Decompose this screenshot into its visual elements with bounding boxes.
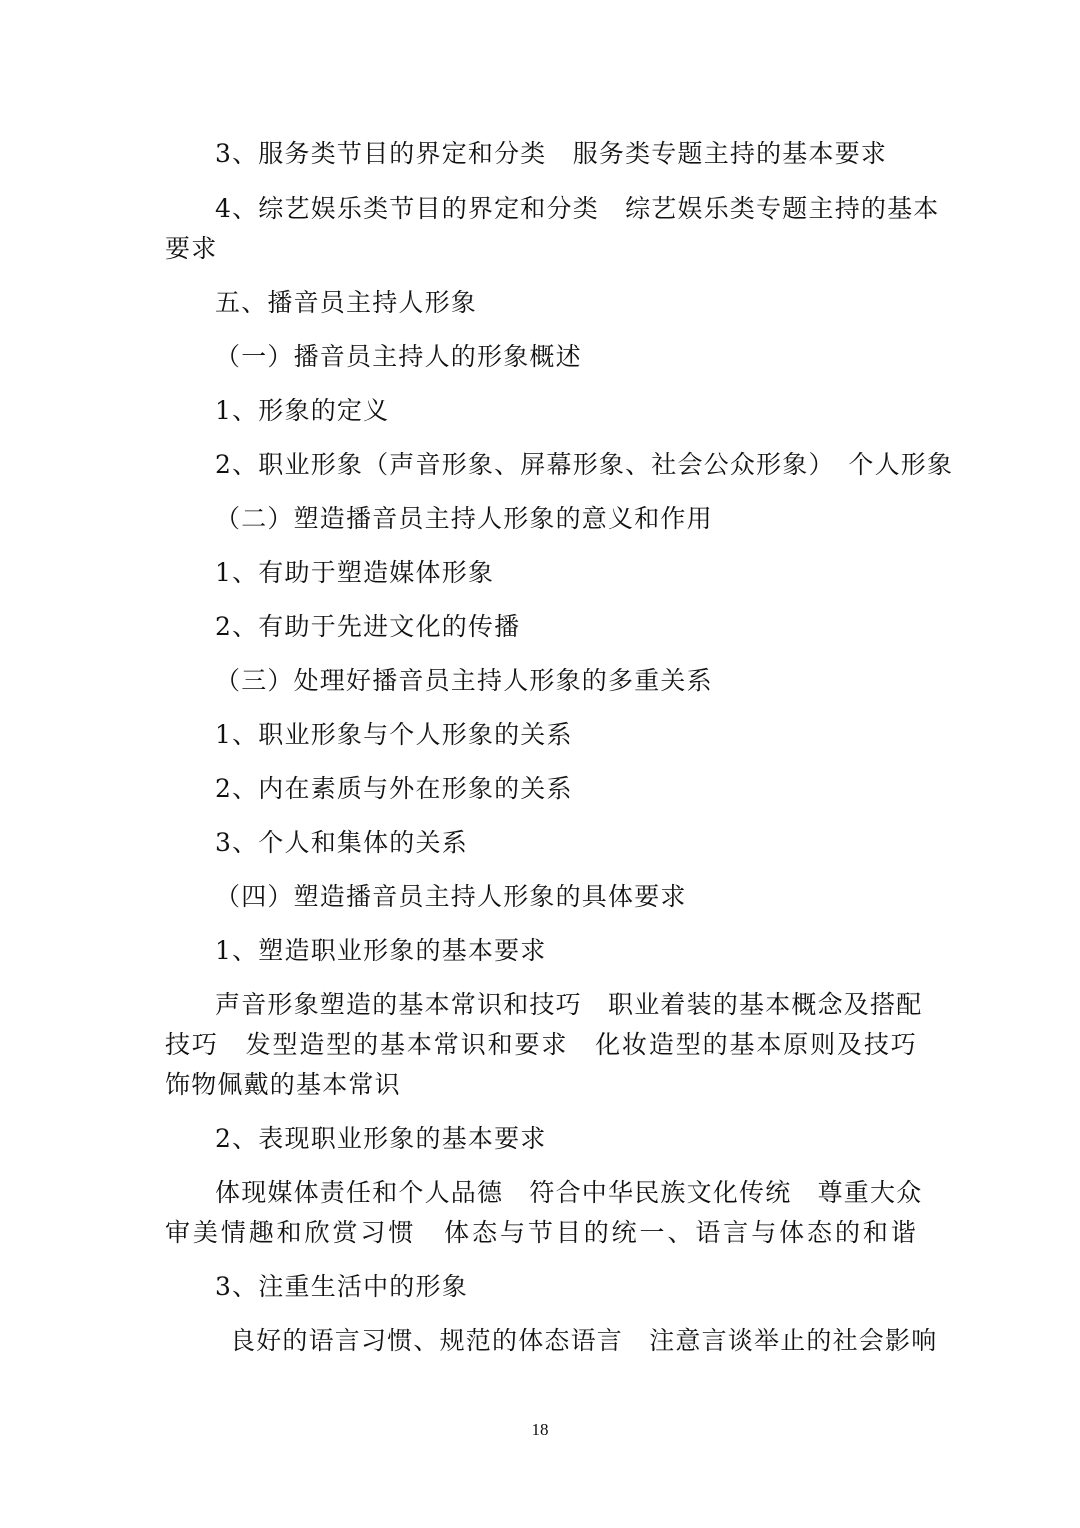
text-line-14: 3、个人和集体的关系 bbox=[215, 828, 468, 857]
text-line-9: 1、有助于塑造媒体形象 bbox=[215, 558, 495, 587]
text-line-16: 1、塑造职业形象的基本要求 bbox=[215, 936, 547, 965]
text-line-10: 2、有助于先进文化的传播 bbox=[215, 612, 521, 641]
subsection-heading-3: （三）处理好播音员主持人形象的多重关系 bbox=[215, 666, 713, 695]
text-line-12: 1、职业形象与个人形象的关系 bbox=[215, 720, 573, 749]
subsection-heading-1: （一）播音员主持人的形象概述 bbox=[215, 342, 582, 371]
text-line-1: 3、服务类节目的界定和分类 服务类专题主持的基本要求 bbox=[215, 139, 888, 168]
subsection-heading-4: （四）塑造播音员主持人形象的具体要求 bbox=[215, 882, 687, 911]
text-line-2: 4、综艺娱乐类节目的界定和分类 综艺娱乐类专题主持的基本 bbox=[215, 194, 940, 223]
text-line-18: 技巧 发型造型的基本常识和要求 化妆造型的基本原则及技巧 bbox=[165, 1030, 917, 1059]
text-line-21: 体现媒体责任和个人品德 符合中华民族文化传统 尊重大众 bbox=[215, 1178, 923, 1207]
text-line-3: 要求 bbox=[165, 234, 218, 263]
section-heading-5: 五、播音员主持人形象 bbox=[215, 288, 478, 317]
text-line-6: 1、形象的定义 bbox=[215, 396, 390, 425]
text-line-7: 2、职业形象（声音形象、屏幕形象、社会公众形象） 个人形象 bbox=[215, 450, 954, 479]
page-number: 18 bbox=[531, 1420, 549, 1439]
text-line-13: 2、内在素质与外在形象的关系 bbox=[215, 774, 573, 803]
text-line-22: 审美情趣和欣赏习惯 体态与节目的统一、语言与体态的和谐 bbox=[165, 1218, 917, 1247]
text-line-19: 饰物佩戴的基本常识 bbox=[165, 1070, 401, 1099]
text-line-17: 声音形象塑造的基本常识和技巧 职业着装的基本概念及搭配 bbox=[215, 990, 923, 1019]
text-line-20: 2、表现职业形象的基本要求 bbox=[215, 1124, 547, 1153]
text-line-24: 良好的语言习惯、规范的体态语言 注意言谈举止的社会影响 bbox=[230, 1326, 938, 1355]
subsection-heading-2: （二）塑造播音员主持人形象的意义和作用 bbox=[215, 504, 713, 533]
text-line-23: 3、注重生活中的形象 bbox=[215, 1272, 468, 1301]
